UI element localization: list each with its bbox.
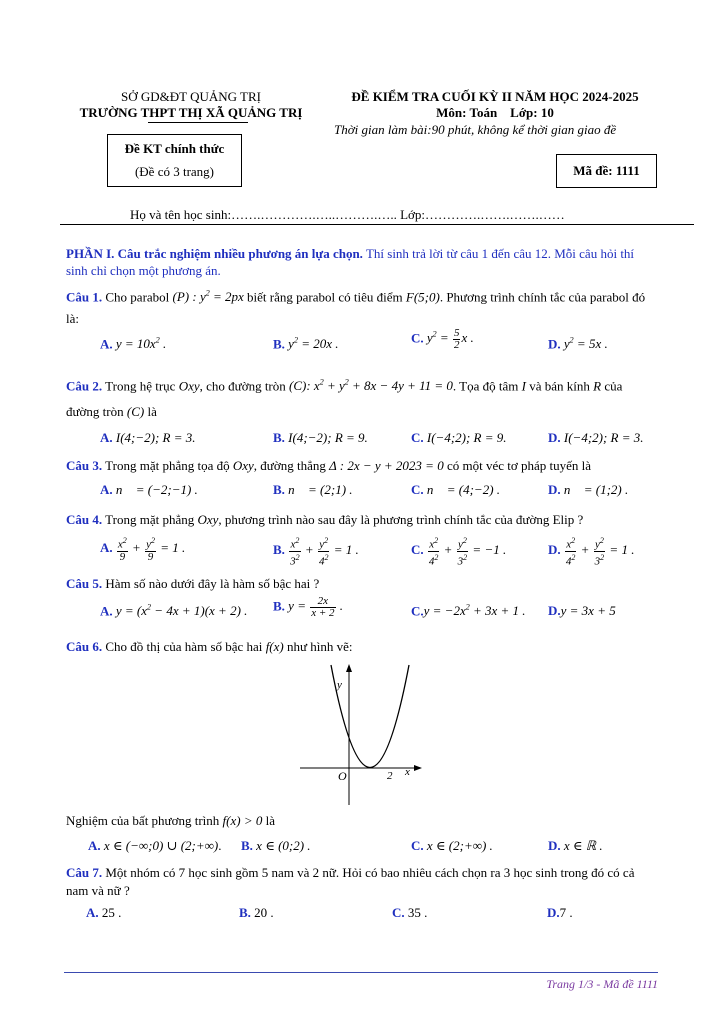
q3-option-b[interactable]: B. n⃗ = (2;1) . [273, 482, 353, 497]
option-label: C. [411, 838, 424, 853]
subject-grade: Môn: Toán Lớp: 10 [436, 105, 554, 120]
parabola-graph [296, 660, 426, 810]
q6-option-b[interactable]: B. x ∈ (0;2) . [241, 838, 311, 853]
q1-formula: (P) : $y^2 = 2px$ [172, 289, 244, 305]
pages-note: (Đề có 3 trang) [134, 164, 215, 179]
question-7 [66, 864, 658, 900]
q7-option-b[interactable] [239, 905, 274, 921]
option-label: B. [273, 336, 285, 352]
question-2: Câu 2. Trong hệ trục Oxy, cho đường tròn (C): $x^2 + y^2 + 8x - 4y + 11 = 0$. Tọa độ tâm I và bán kính R của đường tròn (C) là [66, 378, 623, 420]
q5-option-b[interactable]: B. y = $\frac{2x}{x + 2}$ . [273, 595, 344, 619]
q2-label: Câu 2. [66, 378, 103, 394]
q5-option-c[interactable]: $C.y = -2x^2 + 3x + 1$ . [411, 603, 526, 619]
option-label: A. [100, 603, 113, 619]
q6-label: Câu 6. [66, 639, 103, 654]
exam-code-box: Mã đề: 1111 [556, 154, 657, 188]
q4-option-b[interactable]: B. $\frac{x^2}{3^2}$ + $\frac{y^2}{4^2}$ = 1 . [273, 536, 359, 568]
q1-text-b: biết rằng parabol có tiêu điểm [243, 289, 406, 305]
q6-after-text-b: là [262, 813, 275, 828]
official-label: Đề KT chính thức [124, 141, 225, 156]
question-5 [66, 574, 658, 593]
q7-text: Một nhóm có 7 học sinh gồm 5 nam và 2 nữ. Hỏi có bao nhiêu cách chọn ra 3 học sinh trong đó có cả nam và nữ ? [66, 865, 635, 898]
q4-option-a[interactable]: A. $\frac{x^2}{9}$ + $\frac{y^2}{9}$ = 1 . [100, 536, 186, 563]
footer-rule [64, 972, 658, 973]
option-label: D. [548, 430, 561, 445]
y-axis-arrow [346, 664, 352, 672]
q7-option-c[interactable] [392, 905, 427, 921]
q2-text-b: , cho đường tròn [199, 378, 290, 394]
option-label: B. [273, 542, 285, 558]
q2-text-e: của đường tròn [66, 378, 623, 420]
student-info-line: Họ và tên học sinh:…….………….…..……….….. Lớp:………….…….…….…… [130, 207, 565, 222]
header-rule [60, 224, 694, 225]
option-label: D. [548, 542, 561, 558]
q1-option-d[interactable]: D. $y^2 = 5x$ . [548, 336, 608, 352]
q5-option-a[interactable]: A. $y = (x^2 - 4x + 1)(x + 2)$ . [100, 603, 248, 619]
q3-option-d[interactable]: D. n⃗ = (1;2) . [548, 482, 629, 497]
official-box [107, 134, 242, 187]
school-underline [148, 122, 248, 123]
option-label: A. [100, 336, 113, 352]
option-label: D. [548, 482, 561, 497]
origin-label: O [338, 769, 347, 783]
option-label: B. [273, 598, 285, 614]
option-label: D. [548, 603, 561, 618]
q3-option-a[interactable]: A. n⃗ = (−2;−1) . [100, 482, 198, 497]
time-allowed: Thời gian làm bài:90 phút, không kể thời gian giao đề [334, 122, 617, 137]
option-label: C. [392, 905, 405, 920]
question-6: Câu 6. Cho đồ thị của hàm số bậc hai f(x) như hình vẽ: [66, 639, 353, 654]
q2-text: Trong hệ trục [105, 378, 179, 394]
exam-title: ĐỀ KIỂM TRA CUỐI KỲ II NĂM HỌC 2024-2025 [351, 89, 639, 104]
option-label: D. [547, 905, 560, 920]
q4-option-d[interactable]: D. $\frac{x^2}{4^2}$ + $\frac{y^2}{3^2}$ = 1 . [548, 536, 635, 568]
q7-label: Câu 7. [66, 865, 103, 880]
q2-formula: (C): $x^2 + y^2 + 8x - 4y + 11 = 0$ [289, 378, 453, 394]
q6-option-c[interactable]: C. x ∈ (2;+∞) . [411, 838, 493, 853]
option-label: B. [273, 482, 285, 497]
q2-text-c: . Tọa độ tâm [452, 378, 522, 394]
x-axis-arrow [414, 765, 422, 771]
q6-option-a[interactable]: A. x ∈ (−∞;0) ∪ (2;+∞). [88, 838, 222, 853]
option-value: 20 . [254, 905, 274, 920]
x-axis-label: x [405, 766, 410, 778]
q6-inequality: Nghiệm của bất phương trình f(x) > 0 là [66, 813, 275, 828]
q6-text-b: như hình vẽ: [283, 639, 353, 654]
option-label: D. [548, 336, 561, 352]
q1-label: Câu 1. [66, 289, 103, 305]
q2-option-c[interactable]: C. I(−4;2); R = 9. [411, 430, 507, 445]
q6-text: Cho đồ thị của hàm số bậc hai [105, 639, 266, 654]
option-label: C. [411, 430, 424, 445]
q2-option-b[interactable]: B. I(4;−2); R = 9. [273, 430, 368, 445]
q3-text-b: , đường thẳng [253, 458, 330, 473]
q5-label: Câu 5. [66, 576, 103, 591]
q7-option-a[interactable] [86, 905, 121, 921]
part1-desc: Thí sinh trả lời từ câu 1 đến câu 12. Mỗi câu hỏi thí sinh chỉ chọn một phương án. [66, 246, 635, 278]
q5-option-d[interactable]: D.y = 3x + 5 [548, 603, 616, 618]
option-label: C. [411, 603, 424, 619]
q2-text-f: là [144, 404, 157, 420]
question-1 [66, 283, 658, 330]
q4-option-c[interactable]: C. $\frac{x^2}{4^2}$ + $\frac{y^2}{3^2}$ = −1 . [411, 536, 507, 568]
school-name: TRƯỜNG THPT THỊ XÃ QUẢNG TRỊ [79, 105, 303, 120]
q3-label: Câu 3. [66, 458, 103, 473]
q1-text-c: . Phương trình chính tắc của parabol đó là: [66, 289, 646, 327]
q2-option-d[interactable]: D. I(−4;2); R = 3. [548, 430, 644, 445]
q3-formula: Δ : 2x − y + 2023 = 0 [329, 458, 444, 473]
part1-heading [66, 245, 658, 279]
option-label: C. [411, 482, 424, 497]
option-label: C. [411, 330, 424, 346]
parabola-curve [331, 665, 409, 768]
option-label: A. [86, 905, 99, 920]
option-value: 7 . [559, 905, 573, 920]
q4-label: Câu 4. [66, 512, 103, 527]
question-4: Câu 4. Trong mặt phẳng Oxy, phương trình nào sau đây là phương trình chính tắc của đường Elip ? [66, 512, 584, 527]
department-name: SỞ GD&ĐT QUẢNG TRỊ [121, 89, 261, 104]
option-label: A. [100, 482, 113, 497]
q1-focus: F(5;0) [405, 289, 440, 305]
q3-option-c[interactable]: C. n⃗ = (4;−2) . [411, 482, 501, 497]
option-label: D. [548, 838, 561, 853]
q7-option-d[interactable] [547, 905, 573, 921]
q5-text: Hàm số nào dưới đây là hàm số bậc hai ? [105, 576, 320, 591]
option-label: B. [273, 430, 285, 445]
q4-text-b: , phương trình nào sau đây là phương trình chính tắc của đường Elip ? [218, 512, 584, 527]
page-footer: Trang 1/3 - Mã đề 1111 [546, 977, 658, 991]
option-label: B. [239, 905, 251, 920]
q1-option-a[interactable]: A. $y = 10x^2$ . [100, 336, 167, 352]
q6-after-text: Nghiệm của bất phương trình [66, 813, 223, 828]
q4-text: Trong mặt phẳng [105, 512, 198, 527]
y-axis-label: y [337, 679, 342, 691]
q1-text: Cho parabol [105, 289, 173, 305]
root-label: 2 [387, 770, 393, 782]
q1-option-c[interactable]: C. $y^2$ = $\frac{5}{2}$ x . [411, 327, 474, 351]
q2-text-d: và bán kính [526, 378, 594, 394]
q3-text-c: có một véc tơ pháp tuyến là [443, 458, 592, 473]
option-label: A. [100, 539, 113, 555]
q3-text: Trong mặt phẳng tọa độ [105, 458, 233, 473]
option-label: B. [241, 838, 253, 853]
part1-title: PHẦN I. Câu trắc nghiệm nhiều phương án lựa chọn. [66, 246, 363, 261]
option-value: 25 . [101, 905, 122, 920]
option-value: 35 . [407, 905, 428, 920]
question-3: Câu 3. Trong mặt phẳng tọa độ Oxy, đường thẳng Δ : 2x − y + 2023 = 0 có một véc tơ pháp tuyến là [66, 458, 592, 473]
q2-option-a[interactable]: A. I(4;−2); R = 3. [100, 430, 196, 445]
option-label: C. [411, 542, 424, 558]
q1-option-b[interactable]: B. $y^2 = 20x$ . [273, 336, 339, 352]
option-label: A. [100, 430, 113, 445]
option-label: A. [88, 838, 101, 853]
q6-option-d[interactable]: D. x ∈ ℝ . [548, 838, 603, 853]
